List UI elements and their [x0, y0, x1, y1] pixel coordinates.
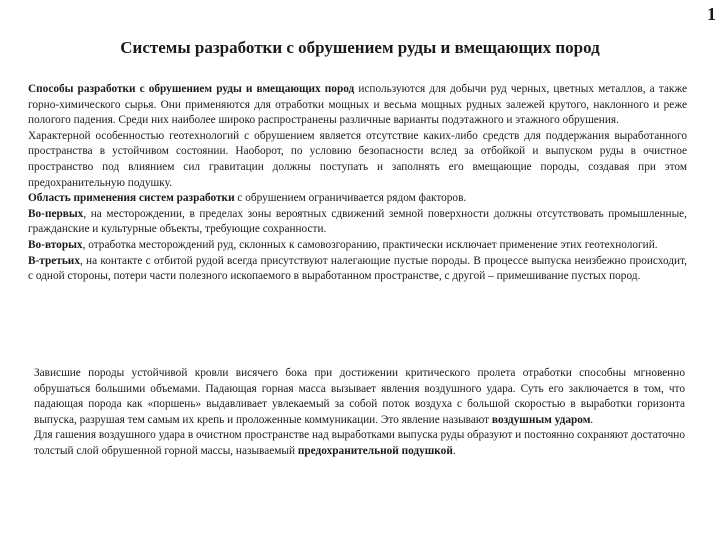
paragraph-end: .	[452, 444, 456, 457]
paragraph-text: , на контакте с отбитой рудой всегда присутствуют налегающие пустые породы. В процессе выпуска неизбежно происходит, с одной стороны, потери части полезного ископаемого в выработанном пространстве, с другой – примешивание пустых пород.	[28, 254, 687, 283]
paragraph-application-area	[28, 191, 687, 207]
paragraph-text: Зависшие породы устойчивой кровли висячего бока при достижении критического пролета отработки способны мгновенно обрушаться большими объемами. Падающая горная масса вызывает явления воздушного удара. Суть его заключается в том, что падающая порода как «поршень» выдавливает увлекаемый за собой поток воздуха с большой скоростью в выработки горизонта выпуска, разрушая тем самым их крепь и проложенные коммуникации. Это явление называют	[34, 367, 685, 426]
bold-term: Область применения систем разработки	[28, 192, 235, 205]
paragraph-text: используются для добычи руд черных, цветных металлов, а также горно-химического сырья. Они применяются для отработки мощных и весьма мощных рудных залежей крутого, наклонного и реже пологого падения. Среди них наиболее широко распространены различные варианты подэтажного и этажного обрушения.	[28, 83, 687, 127]
bold-term: Во-первых	[28, 207, 84, 220]
bold-term: Во-вторых	[28, 238, 83, 251]
paragraph-text: Характерной особенностью геотехнологий с обрушением является отсутствие каких-либо средств для поддержания выработанного пространства в устойчивом состоянии. Наоборот, по условию безопасности вслед за отбойкой и выпуском руды в очистное пространство под влиянием сил гравитации должны поступать и заполнять его вмещающие породы, создавая при этом предохранительную подушку.	[28, 129, 687, 189]
paragraph-text: , на месторождении, в пределах зоны вероятных сдвижений земной поверхности должны отсутствовать промышленные, гражданские и культурные объекты, требующие сохранности.	[28, 207, 687, 236]
text-block-air-blast	[34, 366, 685, 460]
paragraph-safety-cushion	[34, 428, 685, 459]
paragraph-first-factor	[28, 207, 687, 238]
page-number: 1	[707, 4, 716, 24]
paragraph-text: Для гашения воздушного удара в очистном пространстве над выработками выпуска руды образуют и постоянно сохраняют достаточно толстый слой обрушенной горной массы, называемый	[34, 429, 685, 457]
paragraph-air-blast	[34, 366, 685, 428]
paragraph-second-factor	[28, 238, 687, 254]
paragraph-end: .	[590, 413, 594, 426]
bold-term: В-третьих	[28, 254, 80, 267]
paragraph-text: с обрушением ограничивается рядом факторов.	[234, 192, 467, 205]
bold-term: воздушным ударом	[491, 413, 591, 426]
paragraph-third-factor	[28, 254, 687, 285]
paragraph-intro	[28, 82, 687, 129]
text-block-methods	[28, 82, 687, 285]
paragraph-text: , отработка месторождений руд, склонных к самовозгоранию, практически исключает применение этих геотехнологий.	[82, 238, 658, 251]
bold-term: Способы разработки с обрушением руды и вмещающих пород	[28, 83, 355, 95]
paragraph-characteristic	[28, 129, 687, 191]
bold-term: предохранительной подушкой	[297, 444, 453, 457]
page-title: Системы разработки с обрушением руды и вмещающих пород	[120, 38, 600, 57]
